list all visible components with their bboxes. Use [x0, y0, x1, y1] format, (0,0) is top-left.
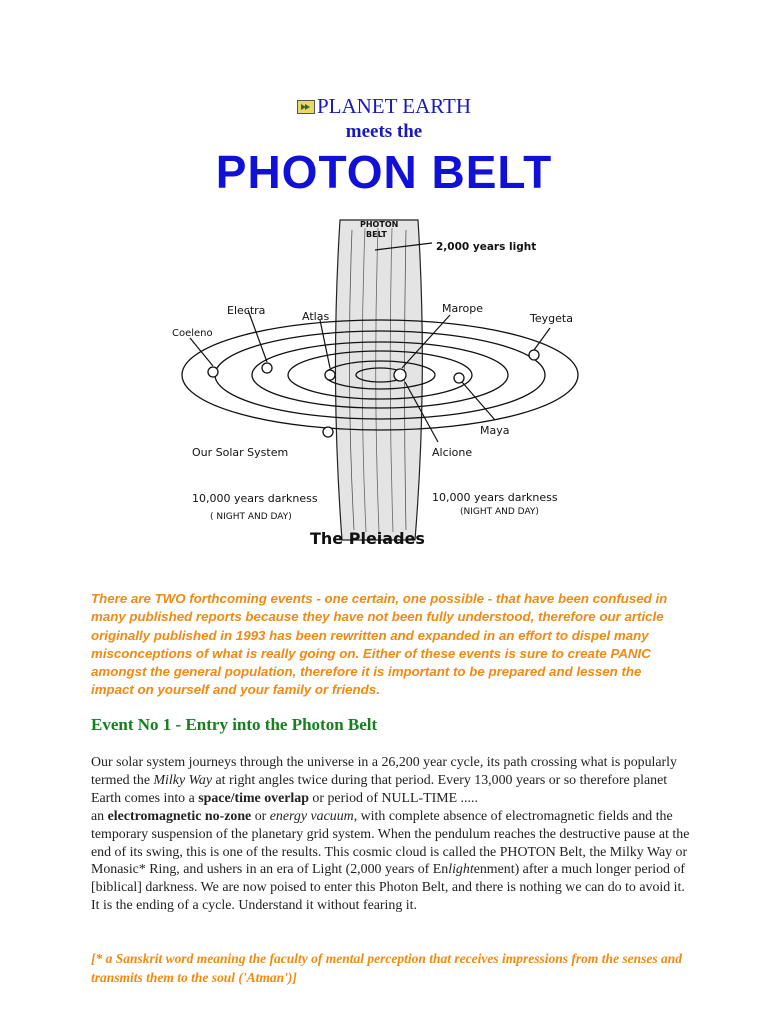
label-maya: Maya — [480, 424, 510, 437]
pleiades-diagram — [170, 210, 590, 555]
body-text-1: Our solar system journeys through the universe in a 26,200 year cycle, its path crossing what is popularly termed the — [91, 755, 677, 788]
light-term: light — [448, 862, 474, 878]
page-title: PHOTON BELT — [215, 146, 553, 198]
label-marope: Marope — [442, 302, 483, 315]
photon-belt-band — [335, 220, 422, 540]
body-text-3: or period of NULL-TIME ..... — [308, 790, 478, 806]
label-photon: PHOTON — [360, 220, 399, 229]
title-line1-text: PLANET EARTH — [316, 94, 472, 118]
body-text-4: an — [91, 808, 108, 824]
body-paragraph — [91, 754, 691, 915]
footnote: [* a Sanskrit word meaning the faculty of mental perception that receives impressions from the senses and transmits them to the soul ('Atman')] — [91, 951, 683, 985]
solar-star — [323, 427, 333, 437]
arrow-link-icon[interactable] — [297, 100, 315, 114]
label-coeleno: Coeleno — [172, 328, 213, 339]
electromagnetic-term: electromagnetic no-zone — [107, 808, 252, 824]
space-time-term: space/time overlap — [198, 790, 309, 806]
body-text-2: at right angles twice during that period. Every 13,000 years or so therefore planet Earth comes into a — [91, 772, 668, 806]
event-heading: Event No 1 - Entry into the Photon Belt — [91, 715, 378, 734]
label-atlas: Atlas — [302, 310, 330, 323]
electra-star — [262, 363, 272, 373]
maya-star — [454, 373, 464, 383]
atlas-star — [325, 370, 335, 380]
diagram-caption: The Pleiades — [310, 529, 425, 548]
label-dark-left-sub: ( NIGHT AND DAY) — [210, 512, 292, 522]
body-text-7: enment) after a much longer period of [biblical] darkness. We are now poised to enter this Photon Belt, and there is nothing we can do to avoid it. It is the ending of a cycle. Understand it without fearing it. — [91, 862, 686, 914]
label-solar: Our Solar System — [192, 446, 289, 459]
body-text-6: , with complete absence of electromagnetic fields and the temporary suspension of the planetary grid system. When the pendulum reaches the destructive pause at the end of its swing, this is one of the results. This cosmic cloud is called the PHOTON Belt, the Milky Way or Monasic* Ring, and ushers in an era of Light (2,000 years of En — [91, 808, 690, 878]
label-dark-right-sub: (NIGHT AND DAY) — [460, 507, 539, 517]
body-text-5: or — [251, 808, 270, 824]
coeleno-star — [208, 367, 218, 377]
label-dark-right: 10,000 years darkness — [432, 491, 558, 504]
label-teygeta: Teygeta — [530, 312, 573, 325]
label-belt: BELT — [366, 230, 387, 239]
title-planet-earth — [0, 94, 768, 119]
title-meets-the: meets the — [345, 121, 423, 142]
energy-vacuum-term: energy vacuum — [269, 808, 354, 824]
label-alcione: Alcione — [432, 446, 473, 459]
alcione-star — [394, 369, 406, 381]
label-light: 2,000 years light — [436, 241, 537, 253]
intro-paragraph: There are TWO forthcoming events - one certain, one possible - that have been confused in many published reports because they have not been fully understood, therefore our article originally published in 1993 has been rewritten and expanded in an effort to dispel many misconceptions of what is really going on. Either of these events is sure to create PANIC amongst the general population, therefore it is important to be prepared and lessen the impact on yourself and your family or friends. — [91, 591, 668, 698]
milky-way-term: Milky Way — [153, 772, 212, 788]
teygeta-star — [529, 350, 539, 360]
label-electra: Electra — [227, 304, 266, 317]
label-dark-left: 10,000 years darkness — [192, 492, 318, 505]
